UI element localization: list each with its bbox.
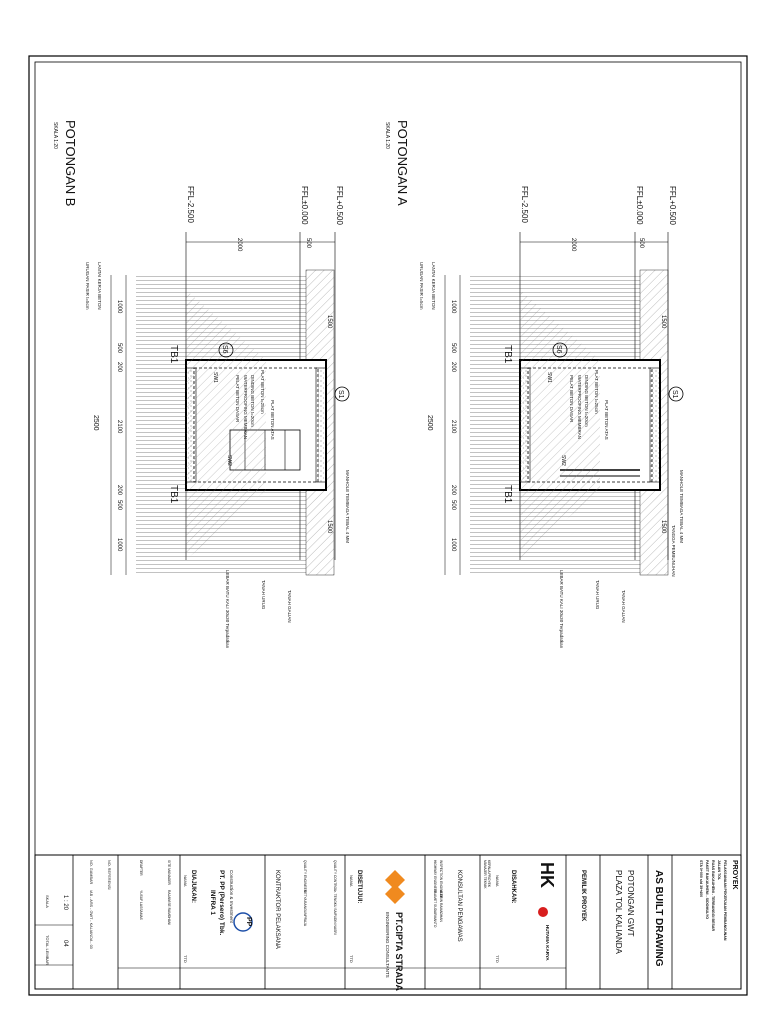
section-a-title: POTONGAN A bbox=[395, 120, 410, 206]
note-b-sw1: SW1 bbox=[212, 372, 218, 383]
dim-b-500: 500 bbox=[305, 238, 311, 249]
tag-b-s6: S6 bbox=[221, 345, 228, 354]
dim-a-left-5: 200 bbox=[450, 485, 456, 496]
note-a-lantai: LANTAI KERJA BETON bbox=[431, 262, 436, 310]
owner-label: PEMILIK PROYEK bbox=[580, 870, 586, 922]
submitted-role-1: SITE MANAGER bbox=[167, 860, 171, 885]
project-label: PROYEK bbox=[731, 860, 738, 890]
dim-b-left-2: 500 bbox=[116, 343, 122, 354]
level-b-1: FFL+0.500 bbox=[335, 186, 344, 225]
owner-person-1: KEPALA PROYEK bbox=[487, 860, 491, 888]
dim-a-overall: 2500 bbox=[426, 415, 433, 431]
hutama-karya-logo bbox=[537, 862, 557, 961]
contractor-div: INFRA 1 bbox=[209, 890, 216, 916]
submitted-sign-col: TTD bbox=[183, 955, 188, 963]
note-a-plat: PLAT BETON t=25cm bbox=[594, 370, 599, 414]
note-a-manhole: MANHOLE TEMBAGA TEBAL 4 MM bbox=[679, 470, 684, 543]
agreed-label: DISETUJUI: bbox=[356, 870, 362, 904]
dim-a-left-1: 1000 bbox=[450, 300, 456, 314]
note-b-pasir: URUGAN PASIR t=5cm bbox=[85, 262, 90, 310]
dim-a-500: 500 bbox=[638, 238, 644, 249]
owner-name-col: NAMA bbox=[495, 875, 500, 887]
beam-a-1: TB1 bbox=[502, 345, 513, 364]
note-b-galian: TANAH GALIAN bbox=[287, 590, 292, 623]
title-block bbox=[35, 855, 741, 992]
scale-label: SKALA bbox=[45, 895, 50, 908]
agreed-name-1: Ir. TENGKU SAIFUDIN NASRI bbox=[333, 890, 337, 935]
note-a-waterproof: WATERPROOFING MEMBRAN bbox=[577, 375, 582, 439]
pp-logo-letters: PP bbox=[245, 917, 252, 927]
approved-label: DISAHKAN: bbox=[510, 870, 516, 904]
note-a-plat-atas: PLAT BETON ATAS bbox=[604, 400, 609, 440]
dim-b-overall: 2500 bbox=[92, 415, 99, 431]
dim-b-2000: 2000 bbox=[236, 238, 242, 252]
dim-b-right-1: 1500 bbox=[326, 315, 332, 329]
danantara-mark bbox=[538, 907, 548, 917]
note-a-pasir: URUGAN PASIR t=5cm bbox=[419, 262, 424, 310]
status-label: AS BUILT DRAWING bbox=[653, 870, 664, 967]
dim-b-left-7: 1000 bbox=[116, 538, 122, 552]
section-b-scale: SKALA 1:20 bbox=[52, 122, 58, 149]
note-a-galian: TANAH GALIAN bbox=[621, 590, 626, 623]
owner-sign-col: TTD bbox=[495, 955, 500, 963]
hk-logo-mark: HK bbox=[537, 862, 557, 888]
dim-b-right-2: 1500 bbox=[326, 520, 332, 534]
cs-logo-mark-2 bbox=[385, 884, 405, 904]
dim-a-right-1: 1500 bbox=[660, 315, 666, 329]
dim-a-2000: 2000 bbox=[570, 238, 576, 252]
owner-logo-text: HUTAMA KARYA bbox=[545, 925, 550, 961]
note-b-plat-atas: PLAT BETON ATAS bbox=[270, 400, 275, 440]
agreed-sign-col: TTD bbox=[349, 955, 354, 963]
dim-b-left-5: 200 bbox=[116, 485, 122, 496]
note-b-plat: PLAT BETON t=25cm bbox=[260, 370, 265, 414]
dim-a-left-4: 2100 bbox=[450, 420, 456, 434]
submitted-role-2: DRAFTER bbox=[139, 860, 143, 876]
project-line-2: JALAN TOL bbox=[717, 860, 721, 881]
contractor-label: KONTRAKTOR PELAKSANA bbox=[274, 870, 280, 949]
note-b-dasar: PELAT BETON DASAR bbox=[235, 375, 240, 423]
submitted-name-1: RAJAWISE RAMDHANI bbox=[167, 890, 171, 926]
note-b-sw2: SW2 bbox=[226, 455, 232, 466]
dim-a-left-6: 500 bbox=[450, 500, 456, 511]
note-b-dinding: DINDING BETON t=20cm bbox=[250, 375, 255, 427]
note-a-stone: LEBAR BATU KALI 30x30 Terpadatkan bbox=[559, 570, 564, 649]
agreed-name-col: NAMA bbox=[349, 875, 354, 887]
dim-b-left-1: 1000 bbox=[116, 300, 122, 314]
note-b-lantai: LANTAI KERJA BETON bbox=[97, 262, 102, 310]
dim-a-left-7: 1000 bbox=[450, 538, 456, 552]
project-line-5: STA 0+000 s/d 39+400 bbox=[699, 860, 703, 898]
consultant-logo-sub: ENGINEERING CONSULTANTS bbox=[385, 912, 390, 978]
drawing-title-1: POTONGAN GWT bbox=[626, 870, 635, 937]
consultant-label: KONSULTAN PENGAWAS bbox=[456, 870, 462, 942]
level-b-3: FFL-2.500 bbox=[186, 186, 195, 223]
consultant-name-1: ALDRIN RAMADHAN bbox=[439, 890, 443, 922]
note-a-urug: TANAH URUG bbox=[595, 580, 600, 610]
agreed-role-2: QUALITY ENGINEER bbox=[303, 860, 307, 893]
cipta-strada-logo bbox=[385, 870, 405, 992]
dim-b-left-3: 200 bbox=[116, 362, 122, 373]
project-line-3: RUAS BAKAUHENI - TERBANGGI BESAR bbox=[711, 860, 715, 932]
consultant-logo-text: PT.CIPTA STRADA bbox=[394, 912, 404, 992]
beam-b-2: TB1 bbox=[168, 485, 179, 504]
section-b-title: POTONGAN B bbox=[63, 120, 78, 207]
contractor-name: PT. PP (Persero) Tbk. bbox=[218, 870, 225, 936]
drawing-title-2: PLAZA TOL KALIANDA bbox=[614, 870, 623, 954]
beam-a-2: TB1 bbox=[502, 485, 513, 504]
sheets-value: 04 bbox=[62, 940, 68, 947]
consultant-person-1: INSPECTION ENGINEER bbox=[439, 860, 443, 899]
tag-b-s1: S1 bbox=[337, 390, 344, 399]
submitted-name-2: YUSUF LASSAMAS bbox=[139, 890, 143, 920]
level-a-2: FFL±0.000 bbox=[635, 186, 644, 225]
section-b bbox=[52, 120, 350, 649]
note-a-sw2: SW2 bbox=[560, 455, 566, 466]
consultant-person-2: HIGHWAY ENGINEER bbox=[433, 860, 437, 894]
beam-b-1: TB1 bbox=[168, 345, 179, 364]
section-a bbox=[384, 120, 684, 649]
pp-logo bbox=[234, 913, 252, 931]
scale-value: 1 : 20 bbox=[62, 895, 68, 911]
note-a-sw1: SW1 bbox=[546, 372, 552, 383]
note-a-dinding: DINDING BETON t=20cm bbox=[584, 375, 589, 427]
dim-a-right-2: 1500 bbox=[660, 520, 666, 534]
agreed-name-2: SETYA BANGUNPRAJA bbox=[303, 890, 307, 927]
note-b-manhole: MANHOLE TEMBAGA TEBAL 4 MM bbox=[345, 470, 350, 543]
dim-a-left-2: 500 bbox=[450, 343, 456, 354]
level-a-1: FFL+0.500 bbox=[668, 186, 677, 225]
ref-label: NO. REFERENSI bbox=[107, 860, 111, 890]
project-line-1: PELAKSANAAN PEKERJAAN PEMBANGUNAN bbox=[723, 860, 727, 941]
note-a-tangga: TANGGA PEMBUNUHAN bbox=[671, 525, 676, 577]
section-a-scale: SKALA 1:20 bbox=[384, 122, 390, 149]
submitted-name-col: NAMA bbox=[183, 875, 188, 887]
level-a-3: FFL-2.500 bbox=[520, 186, 529, 223]
submitted-label: DIAJUKAN: bbox=[190, 870, 196, 903]
dim-b-left-6: 500 bbox=[116, 500, 122, 511]
note-b-urug: TANAH URUG bbox=[261, 580, 266, 610]
tag-a-s1: S1 bbox=[671, 390, 678, 399]
note-b-stone: LEBAR BATU KALI 30x30 Terpadatkan bbox=[225, 570, 230, 649]
dim-b-left-4: 2100 bbox=[116, 420, 122, 434]
contractor-tagline: Construction & Investment bbox=[229, 870, 234, 923]
dim-a-left-3: 200 bbox=[450, 362, 456, 373]
drawing-no-label: NO. GAMBAR bbox=[89, 860, 93, 885]
note-b-waterproof: WATERPROOFING MEMBRAN bbox=[243, 375, 248, 439]
agreed-role-1: QUALITY CONTROL bbox=[333, 860, 337, 892]
note-a-dasar: PELAT BETON DASAR bbox=[569, 375, 574, 423]
tag-a-s6: S6 bbox=[555, 345, 562, 354]
consultant-name-2: SLAMET SUDARMANTO bbox=[433, 890, 437, 928]
sheets-label: TOTAL LEMBAR bbox=[45, 935, 50, 965]
owner-person-2: MANAJER TEKNIK bbox=[483, 860, 487, 889]
project-line-4: PAKET BAKAUHENI - SIDOMULYO bbox=[705, 860, 709, 920]
drawing-no-value: /AB - ARS - GWT - KALIANDA - 03 bbox=[89, 890, 93, 949]
level-b-2: FFL±0.000 bbox=[300, 186, 309, 225]
